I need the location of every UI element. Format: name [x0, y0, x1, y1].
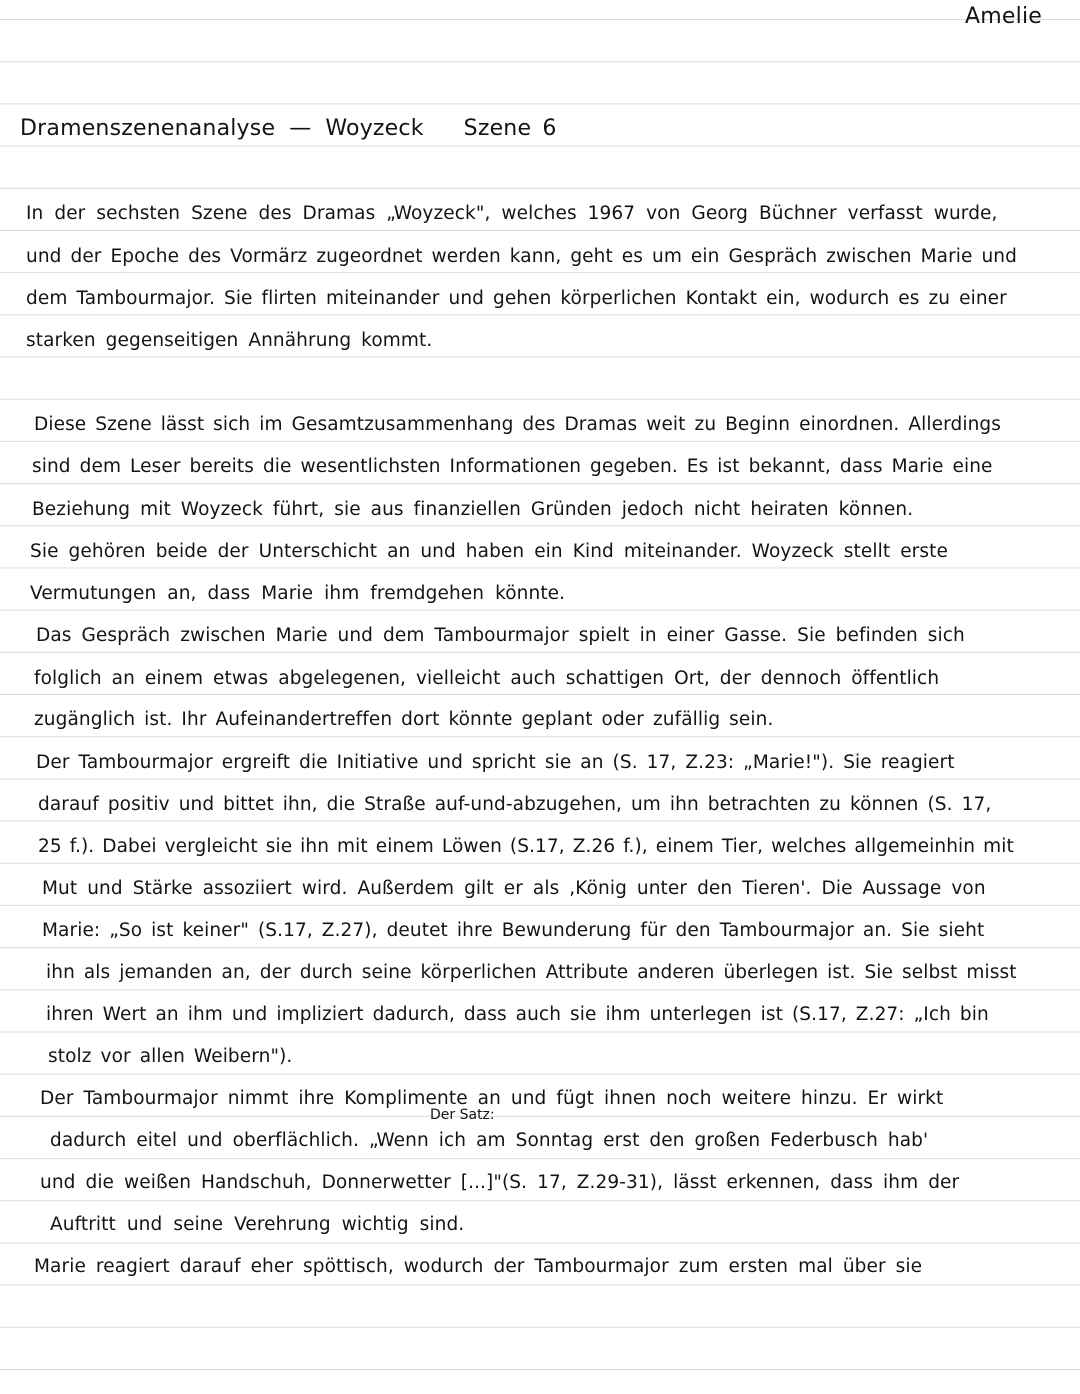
text-line: stolz vor allen Weibern"). — [48, 1046, 293, 1067]
text-line: zugänglich ist. Ihr Aufeinandertreffen dort könnte geplant oder zufällig sein. — [34, 709, 774, 730]
text-line: 25 f.). Dabei vergleicht sie ihn mit einem Löwen (S.17, Z.26 f.), einem Tier, welches allgemeinhin mit — [38, 836, 1014, 857]
text-line: Das Gespräch zwischen Marie und dem Tambourmajor spielt in einer Gasse. Sie befinden sich — [36, 625, 965, 646]
insertion-note: Der Satz: — [430, 1107, 495, 1123]
text-line: sind dem Leser bereits die wesentlichsten Informationen gegeben. Es ist bekannt, dass Marie eine — [32, 456, 993, 477]
text-line: dem Tambourmajor. Sie flirten miteinander und gehen körperlichen Kontakt ein, wodurch es zu einer — [26, 288, 1007, 309]
text-line: In der sechsten Szene des Dramas „Woyzeck", welches 1967 von Georg Büchner verfasst wurde, — [26, 203, 998, 224]
text-line: und der Epoche des Vormärz zugeordnet werden kann, geht es um ein Gespräch zwischen Marie und — [26, 246, 1017, 267]
text-line: ihn als jemanden an, der durch seine körperlichen Attribute anderen überlegen ist. Sie selbst misst — [46, 962, 1017, 983]
title-subject: Woyzeck — [325, 116, 424, 141]
text-line: dadurch eitel und oberflächlich. „Wenn ich am Sonntag erst den großen Federbusch hab' — [50, 1130, 929, 1151]
text-line: Sie gehören beide der Unterschicht an und haben ein Kind miteinander. Woyzeck stellt erste — [30, 541, 948, 562]
text-line: darauf positiv und bittet ihn, die Straße auf-und-abzugehen, um ihn betrachten zu können (S. 17, — [38, 794, 992, 815]
text-line: Vermutungen an, dass Marie ihm fremdgehen könnte. — [30, 583, 566, 604]
text-line: Der Tambourmajor nimmt ihre Komplimente an und fügt ihnen noch weitere hinzu. Er wirkt — [40, 1088, 944, 1109]
title-main: Dramenszenenanalyse — [20, 116, 276, 141]
text-line: Auftritt und seine Verehrung wichtig sind. — [50, 1214, 465, 1235]
title-dash: — — [289, 116, 312, 141]
text-line: Marie: „So ist keiner" (S.17, Z.27), deutet ihre Bewunderung für den Tambourmajor an. Sie sieht — [42, 920, 985, 941]
text-line: Der Tambourmajor ergreift die Initiative und spricht sie an (S. 17, Z.23: „Marie!"). Sie reagiert — [36, 752, 955, 773]
text-line: Marie reagiert darauf eher spöttisch, wodurch der Tambourmajor zum ersten mal über sie — [34, 1256, 923, 1277]
author-name: Amelie — [965, 4, 1042, 29]
title-scene: Szene 6 — [463, 116, 557, 141]
text-line: starken gegenseitigen Annährung kommt. — [26, 330, 433, 351]
text-line: Diese Szene lässt sich im Gesamtzusammenhang des Dramas weit zu Beginn einordnen. Allerdings — [34, 414, 1001, 435]
text-line: Beziehung mit Woyzeck führt, sie aus finanziellen Gründen jedoch nicht heiraten können. — [32, 499, 914, 520]
text-line: Mut und Stärke assoziiert wird. Außerdem gilt er als ,König unter den Tieren'. Die Aussage von — [42, 878, 986, 899]
page-title — [20, 116, 557, 141]
text-line: und die weißen Handschuh, Donnerwetter [...]"(S. 17, Z.29-31), lässt erkennen, dass ihm der — [40, 1172, 960, 1193]
text-line: ihren Wert an ihm und impliziert dadurch, dass auch sie ihm unterlegen ist (S.17, Z.27: „Ich bin — [46, 1004, 989, 1025]
text-line: folglich an einem etwas abgelegenen, vielleicht auch schattigen Ort, der dennoch öffentlich — [34, 668, 940, 689]
